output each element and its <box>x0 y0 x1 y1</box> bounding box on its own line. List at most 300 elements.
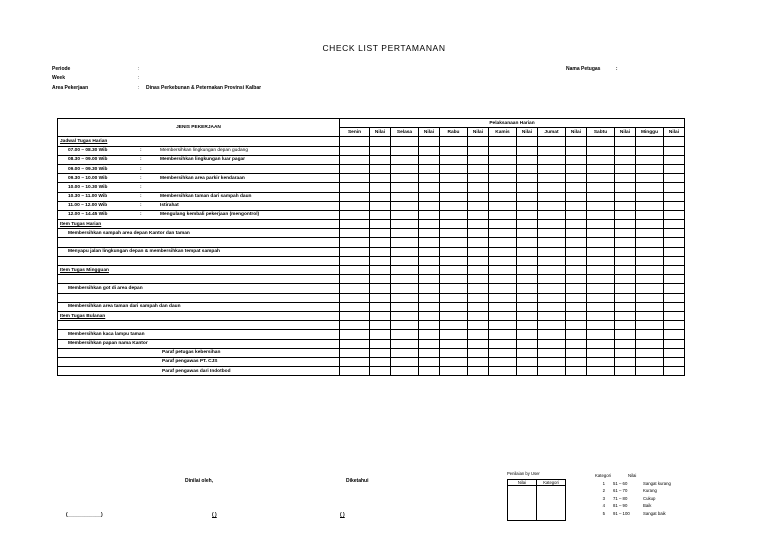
check-cell[interactable] <box>636 247 664 256</box>
check-cell[interactable] <box>340 146 370 155</box>
check-cell[interactable] <box>468 220 489 229</box>
check-cell[interactable] <box>636 256 664 265</box>
check-cell[interactable] <box>419 164 440 173</box>
check-cell[interactable] <box>538 330 566 339</box>
check-cell[interactable] <box>587 275 615 284</box>
check-cell[interactable] <box>489 201 517 210</box>
check-cell[interactable] <box>615 174 636 183</box>
check-cell[interactable] <box>517 293 538 302</box>
check-cell[interactable] <box>517 348 538 357</box>
check-cell[interactable] <box>587 192 615 201</box>
check-cell[interactable] <box>419 293 440 302</box>
check-cell[interactable] <box>340 220 370 229</box>
check-cell[interactable] <box>538 210 566 219</box>
check-cell[interactable] <box>538 247 566 256</box>
check-cell[interactable] <box>566 330 587 339</box>
check-cell[interactable] <box>636 192 664 201</box>
check-cell[interactable] <box>566 238 587 247</box>
check-cell[interactable] <box>538 201 566 210</box>
check-cell[interactable] <box>391 201 419 210</box>
check-cell[interactable] <box>517 146 538 155</box>
check-cell[interactable] <box>340 275 370 284</box>
check-cell[interactable] <box>440 348 468 357</box>
check-cell[interactable] <box>566 229 587 238</box>
check-cell[interactable] <box>587 146 615 155</box>
check-cell[interactable] <box>340 367 370 376</box>
check-cell[interactable] <box>636 137 664 146</box>
check-cell[interactable] <box>517 311 538 320</box>
check-cell[interactable] <box>587 164 615 173</box>
check-cell[interactable] <box>419 137 440 146</box>
check-cell[interactable] <box>615 155 636 164</box>
check-cell[interactable] <box>370 330 391 339</box>
check-cell[interactable] <box>615 201 636 210</box>
check-cell[interactable] <box>370 284 391 293</box>
check-cell[interactable] <box>468 275 489 284</box>
check-cell[interactable] <box>370 155 391 164</box>
check-cell[interactable] <box>468 357 489 366</box>
check-cell[interactable] <box>440 293 468 302</box>
check-cell[interactable] <box>468 210 489 219</box>
check-cell[interactable] <box>340 155 370 164</box>
check-cell[interactable] <box>419 210 440 219</box>
check-cell[interactable] <box>636 266 664 275</box>
check-cell[interactable] <box>615 192 636 201</box>
check-cell[interactable] <box>391 321 419 330</box>
check-cell[interactable] <box>370 357 391 366</box>
check-cell[interactable] <box>636 201 664 210</box>
check-cell[interactable] <box>489 164 517 173</box>
check-cell[interactable] <box>538 284 566 293</box>
check-cell[interactable] <box>340 174 370 183</box>
check-cell[interactable] <box>664 220 685 229</box>
check-cell[interactable] <box>340 321 370 330</box>
check-cell[interactable] <box>340 348 370 357</box>
check-cell[interactable] <box>440 256 468 265</box>
check-cell[interactable] <box>391 284 419 293</box>
check-cell[interactable] <box>615 302 636 311</box>
check-cell[interactable] <box>517 183 538 192</box>
check-cell[interactable] <box>517 367 538 376</box>
check-cell[interactable] <box>517 266 538 275</box>
check-cell[interactable] <box>587 174 615 183</box>
check-cell[interactable] <box>419 348 440 357</box>
check-cell[interactable] <box>538 266 566 275</box>
check-cell[interactable] <box>615 293 636 302</box>
check-cell[interactable] <box>489 293 517 302</box>
check-cell[interactable] <box>566 183 587 192</box>
check-cell[interactable] <box>566 247 587 256</box>
check-cell[interactable] <box>566 256 587 265</box>
check-cell[interactable] <box>664 302 685 311</box>
check-cell[interactable] <box>566 339 587 348</box>
check-cell[interactable] <box>370 164 391 173</box>
check-cell[interactable] <box>489 146 517 155</box>
check-cell[interactable] <box>419 266 440 275</box>
check-cell[interactable] <box>370 229 391 238</box>
check-cell[interactable] <box>636 183 664 192</box>
check-cell[interactable] <box>370 146 391 155</box>
check-cell[interactable] <box>489 321 517 330</box>
check-cell[interactable] <box>489 210 517 219</box>
check-cell[interactable] <box>664 146 685 155</box>
check-cell[interactable] <box>664 367 685 376</box>
check-cell[interactable] <box>440 302 468 311</box>
check-cell[interactable] <box>468 256 489 265</box>
check-cell[interactable] <box>566 192 587 201</box>
check-cell[interactable] <box>370 266 391 275</box>
check-cell[interactable] <box>538 155 566 164</box>
check-cell[interactable] <box>440 164 468 173</box>
check-cell[interactable] <box>340 247 370 256</box>
check-cell[interactable] <box>468 284 489 293</box>
check-cell[interactable] <box>468 247 489 256</box>
check-cell[interactable] <box>615 238 636 247</box>
check-cell[interactable] <box>440 284 468 293</box>
check-cell[interactable] <box>664 311 685 320</box>
check-cell[interactable] <box>664 229 685 238</box>
check-cell[interactable] <box>664 293 685 302</box>
check-cell[interactable] <box>468 201 489 210</box>
check-cell[interactable] <box>468 183 489 192</box>
check-cell[interactable] <box>615 146 636 155</box>
check-cell[interactable] <box>419 367 440 376</box>
check-cell[interactable] <box>440 275 468 284</box>
check-cell[interactable] <box>440 367 468 376</box>
check-cell[interactable] <box>636 330 664 339</box>
check-cell[interactable] <box>538 321 566 330</box>
check-cell[interactable] <box>370 321 391 330</box>
check-cell[interactable] <box>370 302 391 311</box>
check-cell[interactable] <box>615 183 636 192</box>
check-cell[interactable] <box>419 321 440 330</box>
check-cell[interactable] <box>391 275 419 284</box>
check-cell[interactable] <box>370 311 391 320</box>
check-cell[interactable] <box>391 210 419 219</box>
check-cell[interactable] <box>419 174 440 183</box>
check-cell[interactable] <box>517 220 538 229</box>
check-cell[interactable] <box>440 220 468 229</box>
check-cell[interactable] <box>468 339 489 348</box>
check-cell[interactable] <box>615 367 636 376</box>
check-cell[interactable] <box>468 238 489 247</box>
check-cell[interactable] <box>664 137 685 146</box>
check-cell[interactable] <box>664 192 685 201</box>
check-cell[interactable] <box>440 330 468 339</box>
check-cell[interactable] <box>615 256 636 265</box>
check-cell[interactable] <box>391 247 419 256</box>
check-cell[interactable] <box>566 275 587 284</box>
check-cell[interactable] <box>636 367 664 376</box>
check-cell[interactable] <box>566 201 587 210</box>
check-cell[interactable] <box>340 311 370 320</box>
check-cell[interactable] <box>391 367 419 376</box>
check-cell[interactable] <box>538 220 566 229</box>
check-cell[interactable] <box>489 238 517 247</box>
check-cell[interactable] <box>664 284 685 293</box>
check-cell[interactable] <box>566 174 587 183</box>
check-cell[interactable] <box>566 220 587 229</box>
check-cell[interactable] <box>468 311 489 320</box>
check-cell[interactable] <box>587 348 615 357</box>
check-cell[interactable] <box>538 311 566 320</box>
check-cell[interactable] <box>440 229 468 238</box>
check-cell[interactable] <box>370 220 391 229</box>
check-cell[interactable] <box>517 174 538 183</box>
check-cell[interactable] <box>636 229 664 238</box>
check-cell[interactable] <box>370 238 391 247</box>
check-cell[interactable] <box>587 302 615 311</box>
check-cell[interactable] <box>566 357 587 366</box>
check-cell[interactable] <box>468 137 489 146</box>
check-cell[interactable] <box>370 275 391 284</box>
check-cell[interactable] <box>538 164 566 173</box>
check-cell[interactable] <box>636 348 664 357</box>
check-cell[interactable] <box>340 210 370 219</box>
check-cell[interactable] <box>664 174 685 183</box>
check-cell[interactable] <box>538 256 566 265</box>
check-cell[interactable] <box>636 146 664 155</box>
check-cell[interactable] <box>489 229 517 238</box>
check-cell[interactable] <box>615 348 636 357</box>
check-cell[interactable] <box>391 137 419 146</box>
check-cell[interactable] <box>517 357 538 366</box>
check-cell[interactable] <box>636 339 664 348</box>
check-cell[interactable] <box>615 229 636 238</box>
check-cell[interactable] <box>340 238 370 247</box>
check-cell[interactable] <box>340 183 370 192</box>
check-cell[interactable] <box>538 238 566 247</box>
check-cell[interactable] <box>566 302 587 311</box>
check-cell[interactable] <box>391 357 419 366</box>
check-cell[interactable] <box>615 330 636 339</box>
check-cell[interactable] <box>340 293 370 302</box>
check-cell[interactable] <box>419 330 440 339</box>
check-cell[interactable] <box>615 284 636 293</box>
check-cell[interactable] <box>538 183 566 192</box>
check-cell[interactable] <box>517 302 538 311</box>
check-cell[interactable] <box>440 155 468 164</box>
check-cell[interactable] <box>587 330 615 339</box>
check-cell[interactable] <box>468 192 489 201</box>
check-cell[interactable] <box>468 229 489 238</box>
check-cell[interactable] <box>370 137 391 146</box>
check-cell[interactable] <box>391 311 419 320</box>
check-cell[interactable] <box>489 174 517 183</box>
check-cell[interactable] <box>615 137 636 146</box>
check-cell[interactable] <box>468 367 489 376</box>
check-cell[interactable] <box>489 137 517 146</box>
check-cell[interactable] <box>538 192 566 201</box>
check-cell[interactable] <box>419 311 440 320</box>
check-cell[interactable] <box>566 210 587 219</box>
check-cell[interactable] <box>440 247 468 256</box>
check-cell[interactable] <box>664 256 685 265</box>
check-cell[interactable] <box>489 311 517 320</box>
check-cell[interactable] <box>419 256 440 265</box>
check-cell[interactable] <box>340 339 370 348</box>
check-cell[interactable] <box>489 367 517 376</box>
check-cell[interactable] <box>517 192 538 201</box>
check-cell[interactable] <box>419 339 440 348</box>
check-cell[interactable] <box>340 357 370 366</box>
check-cell[interactable] <box>517 247 538 256</box>
check-cell[interactable] <box>370 183 391 192</box>
check-cell[interactable] <box>587 220 615 229</box>
check-cell[interactable] <box>391 155 419 164</box>
check-cell[interactable] <box>636 238 664 247</box>
check-cell[interactable] <box>419 284 440 293</box>
check-cell[interactable] <box>636 220 664 229</box>
check-cell[interactable] <box>440 210 468 219</box>
check-cell[interactable] <box>615 266 636 275</box>
check-cell[interactable] <box>664 210 685 219</box>
check-cell[interactable] <box>587 183 615 192</box>
check-cell[interactable] <box>636 293 664 302</box>
check-cell[interactable] <box>664 155 685 164</box>
check-cell[interactable] <box>517 284 538 293</box>
nilai-cell[interactable] <box>508 486 537 521</box>
check-cell[interactable] <box>391 339 419 348</box>
check-cell[interactable] <box>517 210 538 219</box>
check-cell[interactable] <box>517 137 538 146</box>
check-cell[interactable] <box>440 266 468 275</box>
check-cell[interactable] <box>340 284 370 293</box>
check-cell[interactable] <box>440 321 468 330</box>
check-cell[interactable] <box>615 321 636 330</box>
check-cell[interactable] <box>636 321 664 330</box>
check-cell[interactable] <box>340 137 370 146</box>
check-cell[interactable] <box>517 339 538 348</box>
check-cell[interactable] <box>419 183 440 192</box>
check-cell[interactable] <box>538 275 566 284</box>
check-cell[interactable] <box>468 164 489 173</box>
check-cell[interactable] <box>489 348 517 357</box>
check-cell[interactable] <box>587 339 615 348</box>
check-cell[interactable] <box>391 348 419 357</box>
check-cell[interactable] <box>538 174 566 183</box>
check-cell[interactable] <box>636 164 664 173</box>
check-cell[interactable] <box>340 164 370 173</box>
check-cell[interactable] <box>538 339 566 348</box>
check-cell[interactable] <box>468 146 489 155</box>
check-cell[interactable] <box>566 146 587 155</box>
check-cell[interactable] <box>538 229 566 238</box>
check-cell[interactable] <box>538 302 566 311</box>
check-cell[interactable] <box>664 238 685 247</box>
check-cell[interactable] <box>440 201 468 210</box>
check-cell[interactable] <box>566 367 587 376</box>
check-cell[interactable] <box>440 238 468 247</box>
check-cell[interactable] <box>664 330 685 339</box>
check-cell[interactable] <box>664 339 685 348</box>
check-cell[interactable] <box>370 256 391 265</box>
check-cell[interactable] <box>664 357 685 366</box>
check-cell[interactable] <box>370 348 391 357</box>
check-cell[interactable] <box>636 210 664 219</box>
check-cell[interactable] <box>340 302 370 311</box>
check-cell[interactable] <box>391 238 419 247</box>
check-cell[interactable] <box>587 247 615 256</box>
check-cell[interactable] <box>391 192 419 201</box>
check-cell[interactable] <box>489 339 517 348</box>
check-cell[interactable] <box>391 174 419 183</box>
check-cell[interactable] <box>440 357 468 366</box>
check-cell[interactable] <box>489 275 517 284</box>
check-cell[interactable] <box>566 155 587 164</box>
check-cell[interactable] <box>489 284 517 293</box>
check-cell[interactable] <box>440 146 468 155</box>
check-cell[interactable] <box>391 220 419 229</box>
check-cell[interactable] <box>538 137 566 146</box>
check-cell[interactable] <box>489 330 517 339</box>
check-cell[interactable] <box>538 146 566 155</box>
check-cell[interactable] <box>615 357 636 366</box>
check-cell[interactable] <box>566 266 587 275</box>
check-cell[interactable] <box>419 247 440 256</box>
check-cell[interactable] <box>538 357 566 366</box>
check-cell[interactable] <box>489 266 517 275</box>
check-cell[interactable] <box>517 321 538 330</box>
check-cell[interactable] <box>517 229 538 238</box>
check-cell[interactable] <box>587 266 615 275</box>
check-cell[interactable] <box>636 155 664 164</box>
check-cell[interactable] <box>391 266 419 275</box>
check-cell[interactable] <box>664 183 685 192</box>
check-cell[interactable] <box>664 321 685 330</box>
check-cell[interactable] <box>566 284 587 293</box>
check-cell[interactable] <box>391 183 419 192</box>
check-cell[interactable] <box>489 357 517 366</box>
check-cell[interactable] <box>489 247 517 256</box>
check-cell[interactable] <box>419 238 440 247</box>
check-cell[interactable] <box>636 284 664 293</box>
check-cell[interactable] <box>370 293 391 302</box>
check-cell[interactable] <box>587 137 615 146</box>
check-cell[interactable] <box>636 275 664 284</box>
check-cell[interactable] <box>664 266 685 275</box>
check-cell[interactable] <box>636 174 664 183</box>
check-cell[interactable] <box>636 357 664 366</box>
check-cell[interactable] <box>538 348 566 357</box>
check-cell[interactable] <box>468 330 489 339</box>
check-cell[interactable] <box>419 229 440 238</box>
check-cell[interactable] <box>615 339 636 348</box>
check-cell[interactable] <box>587 321 615 330</box>
check-cell[interactable] <box>566 321 587 330</box>
check-cell[interactable] <box>615 164 636 173</box>
check-cell[interactable] <box>440 311 468 320</box>
check-cell[interactable] <box>419 201 440 210</box>
check-cell[interactable] <box>468 293 489 302</box>
check-cell[interactable] <box>664 201 685 210</box>
check-cell[interactable] <box>391 302 419 311</box>
check-cell[interactable] <box>489 220 517 229</box>
check-cell[interactable] <box>615 247 636 256</box>
check-cell[interactable] <box>517 238 538 247</box>
check-cell[interactable] <box>517 155 538 164</box>
kategori-cell[interactable] <box>537 486 566 521</box>
check-cell[interactable] <box>340 229 370 238</box>
check-cell[interactable] <box>566 348 587 357</box>
check-cell[interactable] <box>587 293 615 302</box>
check-cell[interactable] <box>615 210 636 219</box>
check-cell[interactable] <box>340 201 370 210</box>
check-cell[interactable] <box>440 137 468 146</box>
check-cell[interactable] <box>419 302 440 311</box>
check-cell[interactable] <box>587 256 615 265</box>
check-cell[interactable] <box>468 174 489 183</box>
